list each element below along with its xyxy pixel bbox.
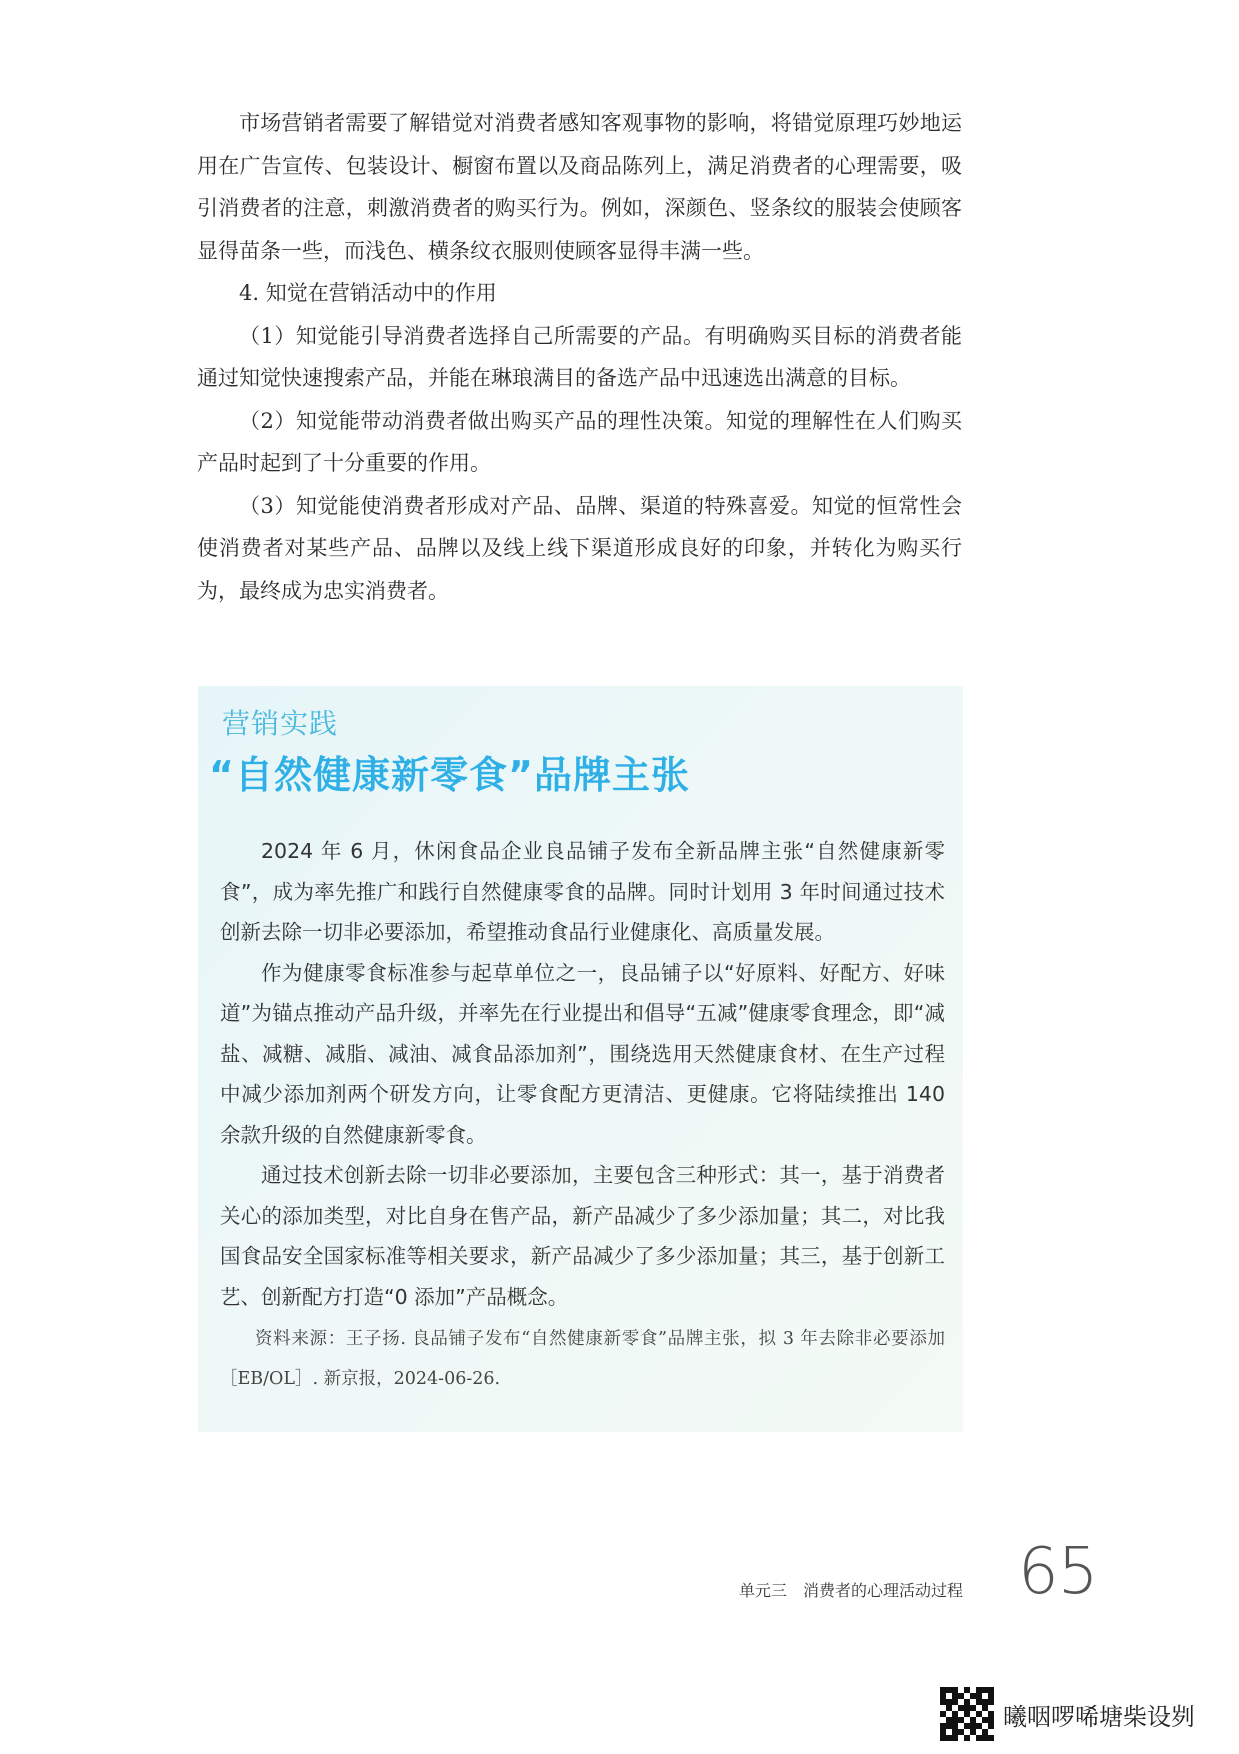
watermark-text: 曦咽啰唏塘柴设刿 (1003, 1703, 1195, 1731)
box-title: “自然健康新零食”品牌主张 (209, 753, 690, 797)
unit-label: 单元三 消费者的心理活动过程 (738, 1581, 963, 1600)
section-heading: 4. 知觉在营销活动中的作用 (239, 281, 497, 305)
paragraph-illusion: 市场营销者需要了解错觉对消费者感知客观事物的影响，将错觉原理巧妙地运用在广告宣传、包装设计、橱窗布置以及商品陈列上，满足消费者的心理需要，吸引消费者的注意，刺激消费者的购买行为。例如，深颜色、竖条纹的服装会使顾客显得苗条一些，而浅色、横条纹衣服则使顾客显得丰满一些。 (197, 111, 962, 263)
box-text (220, 831, 945, 1399)
list-item-2: （2）知觉能带动消费者做出购买产品的理性决策。知觉的理解性在人们购买产品时起到了十分重要的作用。 (197, 408, 962, 475)
main-text (197, 102, 962, 612)
qr-code-icon (940, 1687, 994, 1741)
page-number: 65 (1018, 1535, 1098, 1609)
source-citation: 资料来源：王子扬. 良品铺子发布“自然健康新零食”品牌主张，拟 3 年去除非必要添加［EB/OL］. 新京报，2024-06-26. (220, 1329, 945, 1389)
box-paragraph-3: 通过技术创新去除一切非必要添加，主要包含三种形式：其一，基于消费者关心的添加类型，对比自身在售产品，新产品减少了多少添加量；其二，对比我国食品安全国家标准等相关要求，新产品减少了多少添加量；其三，基于创新工艺、创新配方打造“0 添加”产品概念。 (220, 1163, 945, 1309)
box-kicker: 营销实践 (222, 707, 339, 740)
box-paragraph-2: 作为健康零食标准参与起草单位之一，良品铺子以“好原料、好配方、好味道”为锚点推动产品升级，并率先在行业提出和倡导“五减”健康零食理念，即“减盐、减糖、减脂、减油、减食品添加剂”，围绕选用天然健康食材、在生产过程中减少添加剂两个研发方向，让零食配方更清洁、更健康。它将陆续推出 140 余款升级的自然健康新零食。 (220, 960, 945, 1147)
list-item-1: （1）知觉能引导消费者选择自己所需要的产品。有明确购买目标的消费者能通过知觉快速搜索产品，并能在琳琅满目的备选产品中迅速选出满意的目标。 (197, 323, 962, 390)
box-paragraph-1: 2024 年 6 月，休闲食品企业良品铺子发布全新品牌主张“自然健康新零食”，成为率先推广和践行自然健康零食的品牌。同时计划用 3 年时间通过技术创新去除一切非必要添加，希望推动食品行业健康化、高质量发展。 (220, 839, 945, 944)
list-item-3: （3）知觉能使消费者形成对产品、品牌、渠道的特殊喜爱。知觉的恒常性会使消费者对某些产品、品牌以及线上线下渠道形成良好的印象，并转化为购买行为，最终成为忠实消费者。 (197, 493, 962, 603)
